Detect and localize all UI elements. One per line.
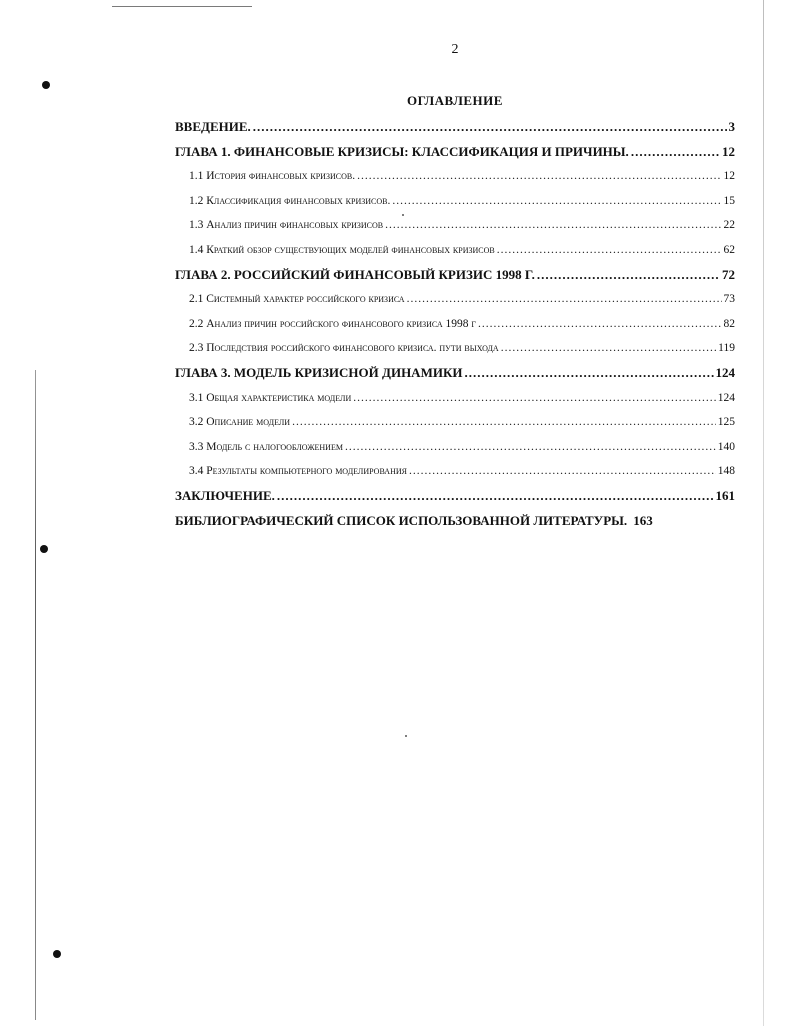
toc-page-number: 15 — [723, 194, 735, 207]
toc-dot-leader — [478, 312, 722, 337]
toc-dot-leader — [385, 213, 721, 238]
toc-section-row — [175, 189, 735, 214]
table-of-contents — [175, 115, 735, 533]
toc-page-number: 72 — [722, 266, 735, 282]
toc-entry-label: ГЛАВА 2. РОССИЙСКИЙ ФИНАНСОВЫЙ КРИЗИС 1998 Г. — [175, 266, 535, 282]
toc-section-row — [175, 386, 735, 411]
toc-section-row — [175, 435, 735, 460]
toc-dot-leader — [353, 386, 716, 411]
toc-entry-label: БИБЛИОГРАФИЧЕСКИЙ СПИСОК ИСПОЛЬЗОВАННОЙ ЛИТЕРАТУРЫ. — [175, 512, 628, 528]
toc-entry-label: 3.2 Описание модели — [189, 416, 291, 429]
scan-edge-right — [763, 0, 764, 1026]
toc-chapter-row — [175, 115, 735, 140]
toc-entry-label: 1.1 История финансовых кризисов. — [189, 170, 356, 183]
toc-entry-label: ВВЕДЕНИЕ. — [175, 119, 251, 134]
toc-page-number: 12 — [723, 170, 735, 183]
toc-entry-label: 1.2 Классификация финансовых кризисов. — [189, 194, 391, 207]
toc-section-row — [175, 287, 735, 312]
toc-page-number: 22 — [723, 219, 735, 232]
punch-hole-dot — [42, 81, 50, 89]
scan-speck — [405, 735, 407, 737]
toc-entry-label: 2.1 Системный характер российского кризиса — [189, 293, 405, 306]
toc-page-number: 3 — [728, 119, 735, 134]
toc-page-number: 82 — [723, 317, 735, 330]
toc-entry-label: 2.3 Последствия российского финансового кризиса. пути выхода — [189, 342, 499, 355]
toc-dot-leader — [392, 189, 721, 214]
toc-dot-leader — [277, 484, 714, 509]
toc-entry-label: 1.4 Краткий обзор существующих моделей финансовых кризисов — [189, 243, 495, 256]
toc-section-row — [175, 312, 735, 337]
scan-edge-left — [35, 370, 36, 1020]
toc-section-row — [175, 213, 735, 238]
toc-dot-leader — [357, 164, 721, 189]
toc-title: ОГЛАВЛЕНИЕ — [407, 93, 503, 108]
toc-dot-leader — [345, 435, 716, 460]
punch-hole-dot — [40, 545, 48, 553]
toc-section-row — [175, 410, 735, 435]
toc-entry-label: 3.4 Результаты компьютерного моделирования — [189, 465, 407, 478]
toc-chapter-row — [175, 484, 735, 509]
toc-dot-leader — [501, 336, 716, 361]
toc-entry-label: ГЛАВА 1. ФИНАНСОВЫЕ КРИЗИСЫ: КЛАССИФИКАЦИЯ И ПРИЧИНЫ. — [175, 143, 629, 159]
toc-entry-label: 3.1 Общая характеристика модели — [189, 391, 352, 404]
toc-dot-leader — [537, 263, 720, 288]
toc-dot-leader — [407, 287, 722, 312]
toc-entry-label: ЗАКЛЮЧЕНИЕ. — [175, 487, 275, 503]
toc-dot-leader — [409, 459, 716, 484]
toc-section-row — [175, 336, 735, 361]
toc-section-row — [175, 164, 735, 189]
toc-dot-leader — [497, 238, 722, 263]
toc-entry-label: 1.3 Анализ причин финансовых кризисов — [189, 219, 384, 232]
toc-page-number: 124 — [715, 364, 735, 380]
toc-dot-leader — [292, 410, 716, 435]
toc-page-number: 125 — [717, 416, 735, 429]
toc-page-number: 140 — [717, 440, 735, 453]
toc-dot-leader — [631, 140, 720, 165]
toc-chapter-row — [175, 263, 735, 288]
toc-page-number: 124 — [717, 391, 735, 404]
toc-entry-label: 3.3 Модель с налогообложением — [189, 440, 343, 453]
toc-section-row — [175, 459, 735, 484]
toc-entry-label: ГЛАВА 3. МОДЕЛЬ КРИЗИСНОЙ ДИНАМИКИ — [175, 364, 463, 380]
toc-chapter-row — [175, 361, 735, 386]
toc-page-number: 12 — [722, 143, 735, 159]
toc-dot-leader — [253, 115, 727, 140]
page-number: 2 — [451, 42, 459, 57]
toc-page-number: 119 — [718, 342, 735, 355]
toc-page-number: 73 — [723, 293, 735, 306]
toc-dot-leader — [465, 361, 714, 386]
toc-entry-label: 2.2 Анализ причин российского финансового кризиса 1998 г — [189, 317, 476, 330]
toc-chapter-row — [175, 509, 735, 534]
toc-page-number: 148 — [717, 465, 735, 478]
toc-page-number: 163 — [633, 512, 653, 528]
toc-chapter-row — [175, 140, 735, 165]
toc-page-number: 161 — [715, 487, 735, 503]
toc-page-number: 62 — [723, 243, 735, 256]
toc-section-row — [175, 238, 735, 263]
punch-hole-dot — [53, 950, 61, 958]
scan-artifact-line — [112, 6, 252, 7]
